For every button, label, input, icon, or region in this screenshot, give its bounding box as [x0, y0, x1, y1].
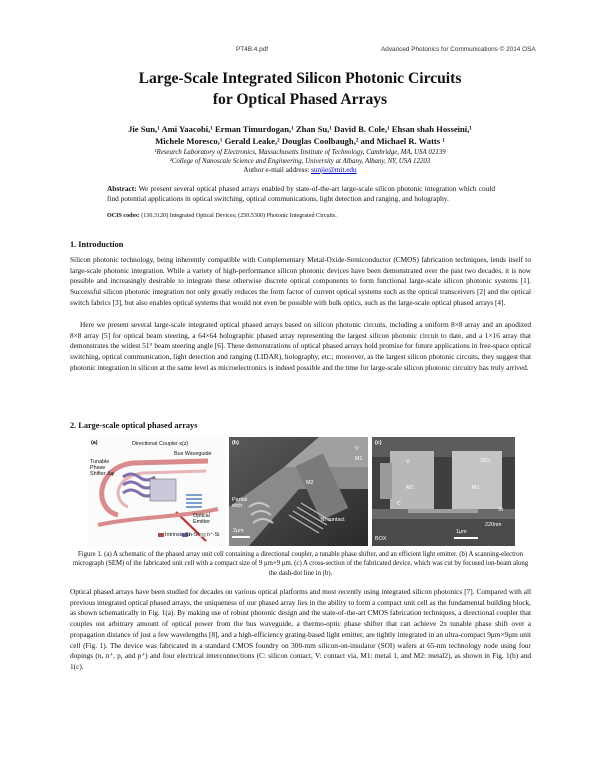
abstract [107, 184, 495, 203]
ocis-label: OCIS codes: [107, 213, 140, 219]
label-phase-shifter: Tunable Phase Shifter Δφ [90, 459, 115, 477]
figure-panel-b [229, 437, 368, 546]
label-m2: M2 [306, 480, 314, 486]
legend-n-si: n-Si [189, 532, 199, 538]
label-v: V [355, 446, 359, 452]
section-heading-introduction: 1. Introduction [70, 240, 124, 249]
figure-panel-a [88, 437, 225, 546]
paper-title-line2: for Optical Phased Arrays [212, 91, 388, 108]
sem-micrograph [229, 437, 368, 546]
abstract-label: Abstract: [107, 184, 137, 193]
label-m1-right: M1 [472, 485, 480, 491]
label-scale-c: 1μm [456, 529, 467, 535]
ocis-text: (130.3120) Integrated Optical Devices; (250.5300) Photonic Integrated Circuits. [141, 213, 337, 219]
intro-paragraph-2: Here we present several large-scale integrated optical phased arrays based on silicon photonic circuits, including a uniform 8×8 array and an apodized 8×8 array [5] for optical beam steering, a 64×64 holographic phased array representing the largest silicon photonic circuit to date, and a 1×16 array that demonstrates the widest 51° beam steering angle [6]. These demonstrations of optical phased arrays hold promise for future applications in free-space optical switching, optical communication, light detection and ranging (LIDAR), holography, etc.; moreover, as the largest silicon photonic circuits, they suggest that photonic integration in silicon at the same level as microelectronics is indeed possible and the time for large-scale silicon photonic circuitry has truly arrived. [70, 320, 531, 372]
label-box: BOX [375, 536, 387, 542]
ocis-codes [107, 213, 497, 219]
sem-scale-bar [232, 536, 250, 538]
legend-swatch-3 [200, 533, 206, 537]
author-list-line1: Jie Sun,¹ Ami Yaacobi,¹ Erman Timurdogan,¹ Zhan Su,¹ David B. Cole,¹ Ehsan shah Hosseini,¹ [128, 124, 472, 134]
panel-b-tag: (b) [232, 440, 239, 446]
affiliation-2: ²College of Nanoscale Science and Engineering, University at Albany, Albany, NY, USA 12203 [169, 158, 431, 165]
legend-nplus-si: n⁺-Si [207, 532, 220, 538]
label-si-c: Si [498, 507, 503, 513]
author-list-line2: Michele Moresco,¹ Gerald Leake,² Douglas Coolbaugh,² and Michael R. Watts ¹ [155, 136, 445, 146]
figure-caption: Figure 1. (a) A schematic of the phased array unit cell containing a directional coupler, a tunable phase shifter, and an efficient light emitter. (b) A scanning-electron micrograph (SEM) of the fabricated unit cell with a compact size of 9 μm×9 μm. (c) A cross-section of the fabricated device, which was cut by focused ion-beam along the dash-dot line in (b). [72, 551, 529, 577]
author-email-line [40, 166, 560, 174]
panel-a-tag: (a) [91, 440, 98, 446]
affiliation-1: ¹Research Laboratory of Electronics, Massachusetts Institute of Technology, Cambridge, MA, USA 02139 [154, 149, 446, 156]
label-optical-emitter: Optical Emitter [193, 513, 211, 525]
abstract-text: We present several optical phased arrays enabled by state-of-the-art large-scale silicon photonic integration which could find potential applications in optical switching, optical communications, light detection and ranging, and holography. [107, 184, 495, 203]
label-c: C [397, 501, 401, 507]
figure-panel-c [372, 437, 515, 546]
cross-section-image [372, 437, 515, 546]
label-m1: M1 [355, 456, 363, 462]
label-220nm: 220nm [485, 522, 502, 528]
intro-paragraph-1: Silicon photonic technology, being inherently compatible with Complementary Metal-Oxide-Semiconductor (CMOS) fabrication techniques, lends itself to large-scale photonic integration. While a variety of high-performance silicon photonic devices have been demonstrated over the past two decades, it is now possible and increasingly desirable to integrate these otherwise discrete optical components to form functional large-scale silicon photonic systems [1]. Successful silicon photonic integration not only greatly reduces the form factor of current optical systems such as the optical transceivers [2] and the optical switch fabrics [3], but also enables optical systems that would not even be possible with bulk optics, such as the large-scale optical phased arrays [4]. [70, 255, 531, 307]
label-m1-left: M1 [406, 485, 414, 491]
section-heading-phased-arrays: 2. Large-scale optical phased arrays [70, 421, 198, 430]
label-directional-coupler: Directional Coupler κ(z) [132, 441, 189, 447]
label-si-contact: Si contact [321, 517, 345, 523]
label-bus-waveguide: Bus Waveguide [174, 451, 212, 457]
running-header-right: Advanced Photonics for Communications © 2014 OSA [381, 46, 536, 53]
running-header-left: PT4B.4.pdf [236, 46, 268, 53]
cross-scale-bar [454, 537, 478, 539]
paper-title-line1: Large-Scale Integrated Silicon Photonic Circuits [138, 70, 462, 87]
label-v-c: V [406, 459, 410, 465]
legend-intrinsic-si: Intrinsic Si [165, 532, 190, 538]
label-sio2: SiO₂ [480, 458, 492, 464]
legend-swatch-1 [158, 533, 164, 537]
phased-array-paragraph: Optical phased arrays have been studied for decades on various optical platforms and most recently using integrated silicon photonics [7]. Compared with all previous integrated optical phased arrays, the uniqueness of our phased array lies in the ability to form a compact unit cell as the fundamental building block, as shown schematically in Fig. 1(a). By making use of robust photonic design and the state-of-the-art CMOS fabrication techniques, a directional coupler that couples out arbitrary amount of optical power from the bus waveguide, a thermo-optic phase shifter that can achieve 2π tunable phase shift over a propagation distance of just a few wavelengths [8], and a high-efficiency grating-based light emitter, are tightly integrated in an ultra-compact 9μm×9μm unit cell (Fig. 1). The device was fabricated in a standard CMOS foundry on 300-mm silicon-on-insulator (SOI) wafers at 65-nm technology node using four dopings (n, n⁺, p, and p⁺) and four electrical interconnections (C: silicon contact, V: contact via, M1: metal 1, and M2: metal2), as shown in Fig. 1(b) and 1(c). [70, 587, 531, 671]
email-link[interactable]: sunjie@mit.edu [311, 166, 357, 174]
panel-c-tag: (c) [375, 440, 382, 446]
label-scale-b: 2μm [233, 528, 244, 534]
email-label: Author e-mail address: [243, 166, 310, 174]
label-partial-etch: Partial etch [232, 497, 248, 509]
